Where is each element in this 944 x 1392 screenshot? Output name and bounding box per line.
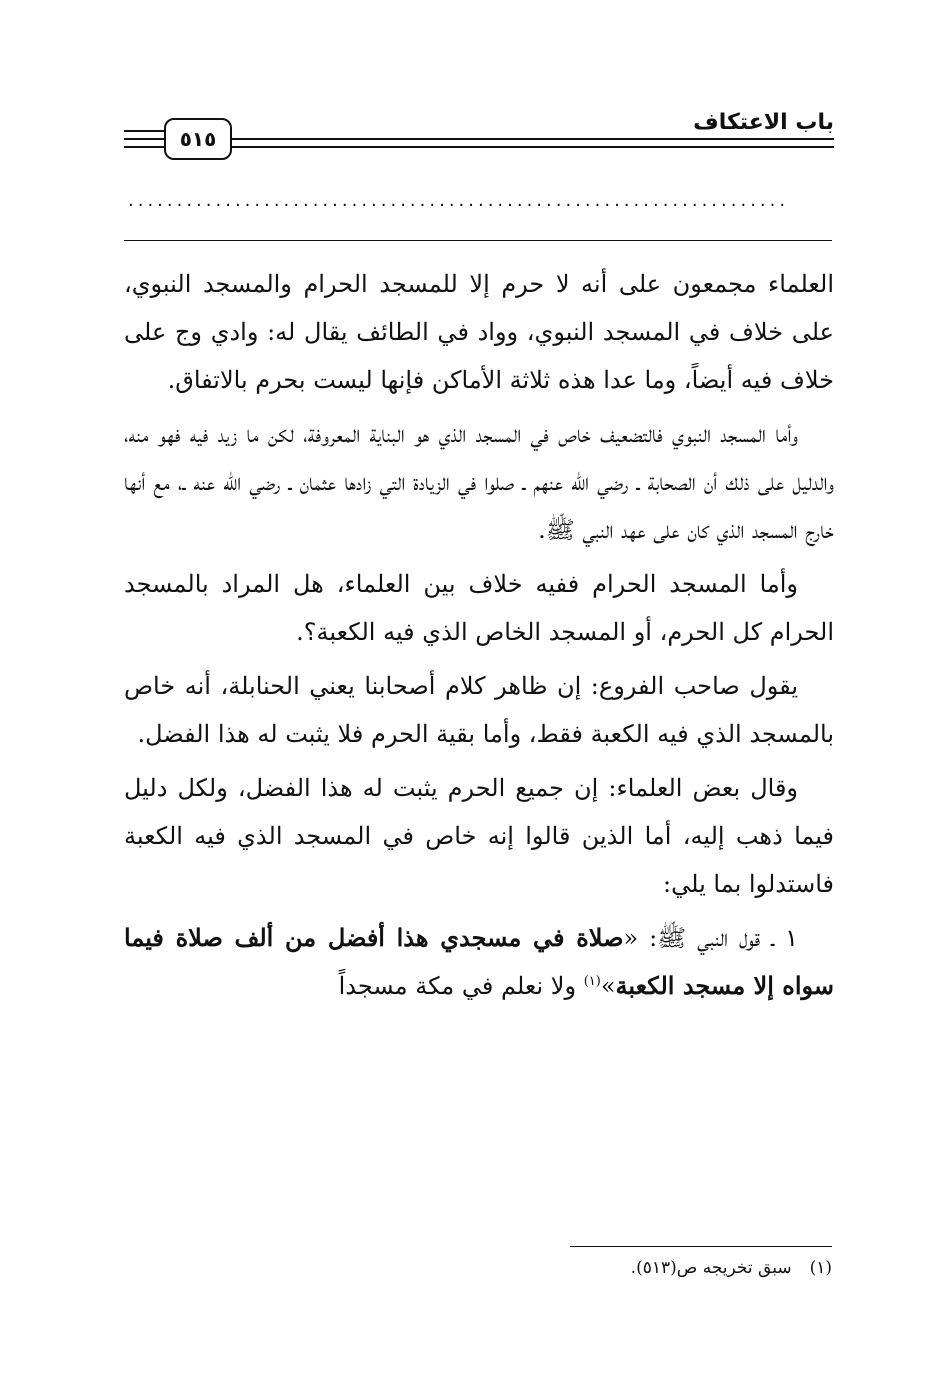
paragraph: يقول صاحب الفروع: إن ظاهر كلام أصحابنا يعني الحنابلة، أنه خاص بالمسجد الذي فيه الكعبة فقط، وأما بقية الحرم فلا يثبت له هذا الفضل.	[124, 672, 834, 748]
hadith-close: »	[600, 972, 616, 1000]
content-divider	[124, 240, 832, 241]
hadith-lead: ١ ـ قول النبي ﷺ: «	[623, 924, 798, 952]
footnote-divider	[570, 1246, 832, 1247]
page-number: ٥١٥	[164, 118, 232, 160]
hadith-quote: صلاة في مسجدي هذا أفضل من ألف صلاة فيما سواه إلا مسجد الكعبة	[124, 923, 834, 1000]
footnote	[631, 1258, 832, 1278]
footnote-ref[interactable]: (١)	[583, 974, 601, 989]
hadith-tail: ولا نعلم في مكة مسجداً	[338, 972, 584, 1000]
dotted-separator: ....................................................................	[128, 190, 790, 211]
page-header	[124, 108, 834, 162]
header-rule-top-right	[230, 138, 834, 140]
footnote-number: (١)	[809, 1258, 832, 1278]
chapter-title: باب الاعتكاف	[693, 110, 834, 135]
header-rule-bottom-left	[124, 146, 164, 148]
footnote-text: سبق تخريجه ص(٥١٣).	[630, 1258, 792, 1278]
header-rule-bottom-right	[230, 146, 834, 148]
header-rule-top-left	[124, 130, 164, 132]
hadith-paragraph	[124, 914, 834, 1010]
paragraph: وأما المسجد الحرام ففيه خلاف بين العلماء، هل المراد بالمسجد الحرام كل الحرم، أو المسجد الخاص الذي فيه الكعبة؟.	[124, 570, 834, 646]
header-rule-mid-left	[124, 138, 164, 140]
paragraph: وقال بعض العلماء: إن جميع الحرم يثبت له هذا الفضل، ولكل دليل فيما ذهب إليه، أما الذين قالوا إنه خاص في المسجد الذي فيه الكعبة فاستدلوا بما يلي:	[124, 774, 834, 898]
paragraph: العلماء مجمعون على أنه لا حرم إلا للمسجد الحرام والمسجد النبوي، على خلاف في المسجد النبوي، وواد في الطائف يقال له: وادي وج على خلاف فيه أيضاً، وما عدا هذه ثلاثة الأماكن فإنها ليست بحرم بالاتفاق.	[124, 270, 834, 394]
paragraph: وأما المسجد النبوي فالتضعيف خاص في المسجد الذي هو البناية المعروفة، لكن ما زيد فيه فهو منه، والدليل على ذلك أن الصحابة ـ رضي الله عنهم ـ صلوا في الزيادة التي زادها عثمان ـ رضي الله عنه ـ، مع أنها خارج المسجد الذي كان على عهد النبي ﷺ.	[124, 420, 834, 544]
main-text	[124, 260, 834, 1016]
